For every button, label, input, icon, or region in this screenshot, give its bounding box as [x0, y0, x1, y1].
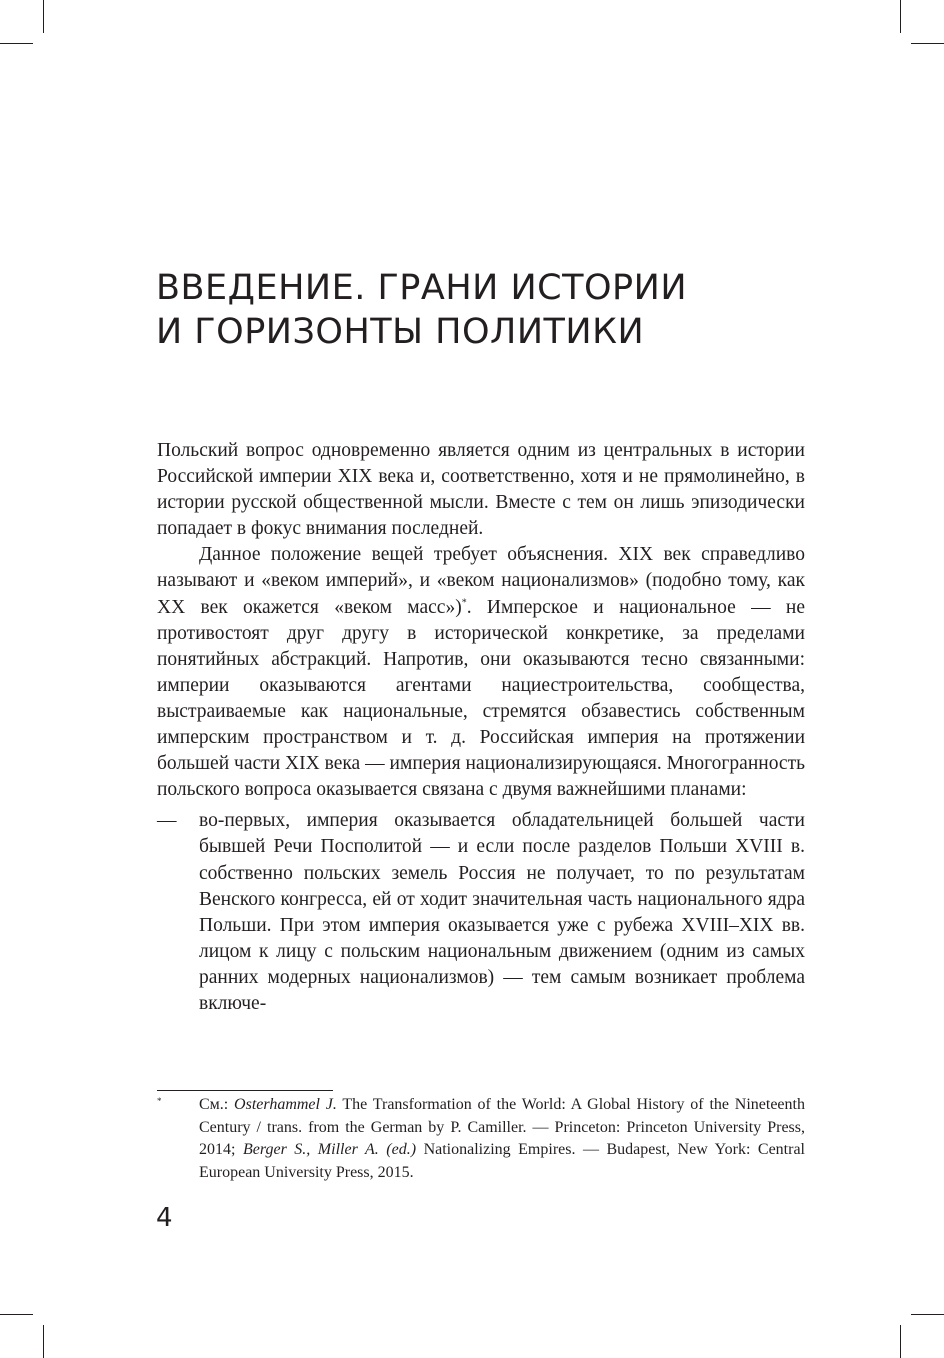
list-item-text: во-первых, империя оказывается обладательницей большей части бывшей Речи Посполитой — и если после разделов Польши XVIII в. собственно польских земель Россия не получает, то по результатам Венского конгресса, ей от ходит значительная часть национального ядра Польши. При этом империя оказывается уже с рубежа XVIII–XIX вв. лицом к лицу с польским национальным движением (одним из самых ранних модерных национализмов) — тем самым возникает проблема включе-: [199, 810, 805, 1014]
crop-mark: [43, 1325, 44, 1358]
crop-mark: [0, 1314, 33, 1315]
paragraph-2-part-1: Данное положение вещей требует объяснения. XIX век справедливо называют и «веком империй», и «веком национализмов» (подобно тому, как XX век окажется «веком масс»): [157, 544, 805, 618]
body-text: [157, 438, 805, 1017]
crop-mark: [900, 0, 901, 33]
crop-mark: [911, 43, 944, 44]
paragraph-2-part-2: . Имперское и национальное — не противостоят друг другу в исторической конкретике, за пределами понятийных абстракций. Напротив, они оказываются тесно связанными: империи оказываются агентами нациестроительства, сообщества, выстраиваемые как национальные, стремятся обзавестись собственным имперским пространством и т. д. Российская империя на протяжении большей части XIX века — империя национализирующаяся. Многогранность польского вопроса оказывается связана с двумя важнейшими планами:: [157, 596, 806, 801]
crop-mark: [900, 1325, 901, 1358]
chapter-title: [156, 266, 856, 354]
page-number: 4: [156, 1203, 173, 1233]
crop-mark: [43, 0, 44, 33]
footnote: [157, 1094, 805, 1184]
footnote-author-1: Osterhammel J.: [234, 1096, 337, 1113]
footnote-reference[interactable]: *: [461, 597, 467, 609]
footnote-author-2: Berger S., Miller A. (ed.): [242, 1141, 417, 1158]
footnote-text: [199, 1094, 805, 1184]
paragraph-2: [157, 542, 805, 803]
dash-list: [157, 808, 805, 1017]
footnote-mark: *: [157, 1096, 162, 1106]
list-dash: —: [157, 810, 177, 832]
footnote-text-2: The Transformation of the World: A Global History of the Nineteenth Century / trans. from the German by P. Camiller. — Princeton: Princeton University Press, 2014;: [199, 1096, 805, 1158]
crop-mark: [911, 1314, 944, 1315]
footnote-text-1: См.:: [199, 1096, 235, 1113]
list-item: [157, 808, 805, 1017]
footnote-rule: [157, 1090, 333, 1091]
chapter-title-line-2: И ГОРИЗОНТЫ ПОЛИТИКИ: [156, 312, 645, 352]
paragraph-1: Польский вопрос одновременно является одним из центральных в истории Российской империи XIX века и, соответственно, хотя и не прямолинейно, в истории русской общественной мысли. Вместе с тем он лишь эпизодически попадает в фокус внимания последней.: [157, 440, 805, 540]
crop-mark: [0, 43, 33, 44]
footnote-text-3: Nationalizing Empires. — Budapest, New York: Central European University Press, 2015.: [199, 1141, 805, 1181]
chapter-title-line-1: ВВЕДЕНИЕ. ГРАНИ ИСТОРИИ: [156, 268, 687, 308]
